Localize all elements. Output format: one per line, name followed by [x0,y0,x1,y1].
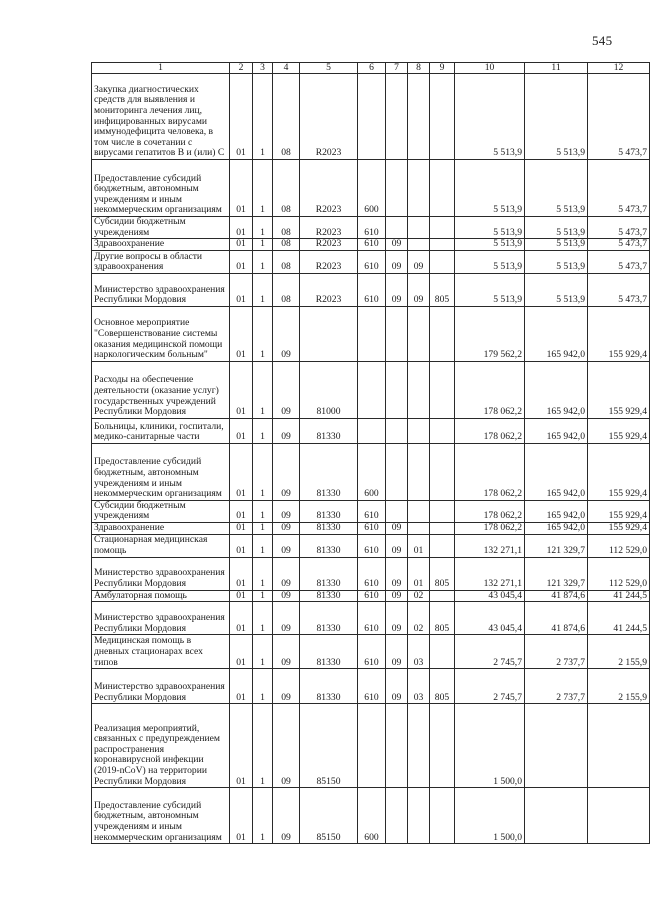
code-cell-col8: 01 [408,534,430,557]
code-cell-col6: 600 [358,788,386,844]
column-header-8: 8 [408,63,430,74]
code-cell-col4: 09 [273,443,300,500]
code-cell-col9 [430,217,455,239]
amount-cell-col12: 2 155,9 [588,635,650,669]
code-cell-col2: 01 [230,217,253,239]
code-cell-col5: R2023 [300,217,358,239]
code-cell-col8: 01 [408,557,430,590]
code-cell-col9: 805 [430,669,455,704]
code-cell-col7: 09 [386,590,408,602]
amount-cell-col12: 155 929,4 [588,522,650,534]
amount-cell-col11: 165 942,0 [525,418,588,443]
amount-cell-col11: 121 329,7 [525,534,588,557]
code-cell-col5: R2023 [300,239,358,251]
code-cell-col6: 610 [358,273,386,306]
code-cell-col2: 01 [230,788,253,844]
code-cell-col4: 09 [273,704,300,788]
amount-cell-col10: 178 062,2 [455,418,525,443]
amount-cell-col10: 178 062,2 [455,361,525,418]
code-cell-col7 [386,788,408,844]
code-cell-col8 [408,239,430,251]
amount-cell-col12: 155 929,4 [588,500,650,522]
code-cell-col6: 610 [358,602,386,635]
code-cell-col9: 805 [430,557,455,590]
code-cell-col3: 1 [253,160,273,217]
amount-cell-col10: 5 513,9 [455,250,525,273]
code-cell-col2: 01 [230,522,253,534]
code-cell-col2: 01 [230,635,253,669]
code-cell-col4: 08 [273,217,300,239]
amount-cell-col10: 179 562,2 [455,306,525,361]
code-cell-col5: 81330 [300,557,358,590]
code-cell-col4: 09 [273,669,300,704]
code-cell-col6: 610 [358,635,386,669]
code-cell-col3: 1 [253,602,273,635]
code-cell-col4: 09 [273,306,300,361]
amount-cell-col10: 5 513,9 [455,74,525,160]
row-name: Министерство здравоохранения Республики Мордовия [92,602,230,635]
code-cell-col4: 09 [273,557,300,590]
code-cell-col3: 1 [253,443,273,500]
amount-cell-col10: 5 513,9 [455,160,525,217]
code-cell-col6 [358,704,386,788]
table-row [92,74,650,160]
code-cell-col8: 02 [408,602,430,635]
row-name: Субсидии бюджетным учреждениям [92,217,230,239]
code-cell-col7: 09 [386,602,408,635]
code-cell-col8 [408,788,430,844]
amount-cell-col10: 43 045,4 [455,602,525,635]
code-cell-col2: 01 [230,239,253,251]
code-cell-col7 [386,443,408,500]
amount-cell-col10: 5 513,9 [455,217,525,239]
amount-cell-col10: 178 062,2 [455,500,525,522]
code-cell-col7 [386,217,408,239]
amount-cell-col10: 2 745,7 [455,635,525,669]
amount-cell-col11: 165 942,0 [525,361,588,418]
code-cell-col5: 81330 [300,590,358,602]
code-cell-col7 [386,704,408,788]
column-header-12: 12 [588,63,650,74]
row-name: Закупка диагностических средств для выявления и мониторинга лечения лиц, инфицированных вирусами иммунодефицита человека, в том числе в сочетании с вирусами гепатитов В и (или) С [92,74,230,160]
code-cell-col9 [430,250,455,273]
column-header-3: 3 [253,63,273,74]
table-row [92,418,650,443]
code-cell-col6: 610 [358,590,386,602]
code-cell-col2: 01 [230,273,253,306]
code-cell-col2: 01 [230,557,253,590]
amount-cell-col10: 5 513,9 [455,273,525,306]
header-row [92,63,650,74]
code-cell-col2: 01 [230,590,253,602]
table-row [92,635,650,669]
code-cell-col2: 01 [230,602,253,635]
code-cell-col7 [386,160,408,217]
code-cell-col3: 1 [253,557,273,590]
code-cell-col4: 09 [273,590,300,602]
amount-cell-col11: 5 513,9 [525,74,588,160]
code-cell-col3: 1 [253,635,273,669]
table-row [92,361,650,418]
amount-cell-col12: 5 473,7 [588,74,650,160]
table-row [92,590,650,602]
code-cell-col3: 1 [253,522,273,534]
code-cell-col2: 01 [230,704,253,788]
code-cell-col8 [408,160,430,217]
code-cell-col9 [430,418,455,443]
amount-cell-col11: 5 513,9 [525,250,588,273]
column-header-6: 6 [358,63,386,74]
code-cell-col4: 09 [273,522,300,534]
row-name: Предоставление субсидий бюджетным, автономным учреждениям и иным некоммерческим организациям [92,443,230,500]
code-cell-col3: 1 [253,306,273,361]
code-cell-col3: 1 [253,500,273,522]
table-row [92,239,650,251]
code-cell-col8: 09 [408,273,430,306]
row-name: Предоставление субсидий бюджетным, автономным учреждениям и иным некоммерческим организациям [92,160,230,217]
amount-cell-col12: 5 473,7 [588,160,650,217]
code-cell-col3: 1 [253,250,273,273]
code-cell-col6 [358,418,386,443]
code-cell-col8 [408,361,430,418]
amount-cell-col10: 178 062,2 [455,522,525,534]
column-header-11: 11 [525,63,588,74]
amount-cell-col10: 1 500,0 [455,704,525,788]
code-cell-col7: 09 [386,635,408,669]
code-cell-col6 [358,361,386,418]
row-name: Основное мероприятие "Совершенствование системы оказания медицинской помощи наркологическим больным" [92,306,230,361]
code-cell-col8 [408,418,430,443]
code-cell-col6: 610 [358,557,386,590]
code-cell-col6: 610 [358,534,386,557]
code-cell-col2: 01 [230,160,253,217]
code-cell-col7 [386,418,408,443]
code-cell-col9 [430,522,455,534]
code-cell-col6: 610 [358,522,386,534]
row-name: Медицинская помощь в дневных стационарах всех типов [92,635,230,669]
table-row [92,534,650,557]
code-cell-col3: 1 [253,590,273,602]
amount-cell-col11: 5 513,9 [525,160,588,217]
table-row [92,306,650,361]
code-cell-col2: 01 [230,669,253,704]
amount-cell-col11: 41 874,6 [525,602,588,635]
code-cell-col6: 600 [358,443,386,500]
code-cell-col6: 610 [358,669,386,704]
column-header-4: 4 [273,63,300,74]
row-name: Министерство здравоохранения Республики Мордовия [92,273,230,306]
code-cell-col3: 1 [253,669,273,704]
table-row [92,160,650,217]
code-cell-col4: 08 [273,239,300,251]
code-cell-col3: 1 [253,273,273,306]
row-name: Больницы, клиники, госпитали, медико-санитарные части [92,418,230,443]
amount-cell-col12: 155 929,4 [588,306,650,361]
amount-cell-col12: 5 473,7 [588,273,650,306]
amount-cell-col11: 2 737,7 [525,669,588,704]
table-row [92,602,650,635]
code-cell-col9: 805 [430,602,455,635]
code-cell-col6: 600 [358,160,386,217]
code-cell-col4: 09 [273,635,300,669]
column-header-1: 1 [92,63,230,74]
code-cell-col8: 02 [408,590,430,602]
code-cell-col6 [358,74,386,160]
code-cell-col5: 81330 [300,418,358,443]
code-cell-col3: 1 [253,361,273,418]
amount-cell-col10: 178 062,2 [455,443,525,500]
code-cell-col9 [430,443,455,500]
code-cell-col3: 1 [253,418,273,443]
code-cell-col6: 610 [358,500,386,522]
code-cell-col5: 81330 [300,500,358,522]
code-cell-col8: 03 [408,669,430,704]
code-cell-col5: R2023 [300,250,358,273]
row-name: Стационарная медицинская помощь [92,534,230,557]
code-cell-col8 [408,500,430,522]
code-cell-col7: 09 [386,250,408,273]
code-cell-col8 [408,306,430,361]
amount-cell-col12: 5 473,7 [588,217,650,239]
code-cell-col8: 09 [408,250,430,273]
table-row [92,788,650,844]
table-row [92,217,650,239]
code-cell-col4: 09 [273,788,300,844]
table-row [92,500,650,522]
page-number: 545 [592,33,613,48]
code-cell-col8 [408,522,430,534]
code-cell-col5: 81330 [300,602,358,635]
amount-cell-col11: 5 513,9 [525,273,588,306]
code-cell-col5: 81330 [300,522,358,534]
amount-cell-col10: 1 500,0 [455,788,525,844]
code-cell-col9 [430,635,455,669]
code-cell-col7: 09 [386,557,408,590]
column-header-7: 7 [386,63,408,74]
code-cell-col8 [408,443,430,500]
code-cell-col5: R2023 [300,273,358,306]
amount-cell-col12: 112 529,0 [588,557,650,590]
code-cell-col9 [430,239,455,251]
table-row [92,443,650,500]
code-cell-col7: 09 [386,534,408,557]
code-cell-col5: R2023 [300,74,358,160]
code-cell-col5: 81330 [300,669,358,704]
code-cell-col8 [408,217,430,239]
column-header-10: 10 [455,63,525,74]
amount-cell-col12: 41 244,5 [588,590,650,602]
code-cell-col6: 610 [358,250,386,273]
amount-cell-col10: 43 045,4 [455,590,525,602]
amount-cell-col10: 2 745,7 [455,669,525,704]
table-row [92,250,650,273]
code-cell-col9 [430,306,455,361]
code-cell-col5: 81330 [300,635,358,669]
code-cell-col5: R2023 [300,160,358,217]
column-header-9: 9 [430,63,455,74]
amount-cell-col12 [588,788,650,844]
code-cell-col4: 09 [273,500,300,522]
code-cell-col8: 03 [408,635,430,669]
row-name: Другие вопросы в области здравоохранения [92,250,230,273]
code-cell-col2: 01 [230,361,253,418]
table-row [92,273,650,306]
code-cell-col5: 81330 [300,443,358,500]
code-cell-col9 [430,704,455,788]
amount-cell-col11 [525,788,588,844]
code-cell-col3: 1 [253,788,273,844]
table-row [92,704,650,788]
code-cell-col4: 09 [273,418,300,443]
amount-cell-col12: 5 473,7 [588,250,650,273]
code-cell-col4: 08 [273,250,300,273]
code-cell-col5: 85150 [300,704,358,788]
code-cell-col9: 805 [430,273,455,306]
amount-cell-col11: 165 942,0 [525,500,588,522]
code-cell-col4: 08 [273,74,300,160]
code-cell-col9 [430,534,455,557]
code-cell-col8 [408,74,430,160]
row-name: Здравоохранение [92,239,230,251]
code-cell-col6: 610 [358,239,386,251]
code-cell-col7: 09 [386,273,408,306]
amount-cell-col11: 5 513,9 [525,239,588,251]
code-cell-col9 [430,160,455,217]
amount-cell-col11: 165 942,0 [525,522,588,534]
code-cell-col9 [430,74,455,160]
code-cell-col7 [386,306,408,361]
column-header-5: 5 [300,63,358,74]
code-cell-col4: 09 [273,602,300,635]
row-name: Расходы на обеспечение деятельности (оказание услуг) государственных учреждений Республики Мордовия [92,361,230,418]
amount-cell-col11: 165 942,0 [525,306,588,361]
code-cell-col3: 1 [253,534,273,557]
code-cell-col7: 09 [386,522,408,534]
amount-cell-col12: 155 929,4 [588,443,650,500]
row-name: Реализация мероприятий, связанных с предупреждением распространения коронавирусной инфекции (2019-nCoV) на территории Республики Мордовия [92,704,230,788]
code-cell-col7 [386,361,408,418]
amount-cell-col12: 41 244,5 [588,602,650,635]
row-name: Амбулаторная помощь [92,590,230,602]
code-cell-col2: 01 [230,74,253,160]
table-row [92,522,650,534]
code-cell-col5: 81330 [300,534,358,557]
amount-cell-col11: 5 513,9 [525,217,588,239]
code-cell-col3: 1 [253,239,273,251]
amount-cell-col12: 112 529,0 [588,534,650,557]
code-cell-col2: 01 [230,250,253,273]
row-name: Здравоохранение [92,522,230,534]
table-row [92,557,650,590]
row-name: Субсидии бюджетным учреждениям [92,500,230,522]
code-cell-col5 [300,306,358,361]
code-cell-col8 [408,704,430,788]
amount-cell-col11: 165 942,0 [525,443,588,500]
amount-cell-col10: 5 513,9 [455,239,525,251]
code-cell-col5: 85150 [300,788,358,844]
amount-cell-col12 [588,704,650,788]
code-cell-col2: 01 [230,306,253,361]
amount-cell-col12: 155 929,4 [588,418,650,443]
code-cell-col7: 09 [386,239,408,251]
code-cell-col2: 01 [230,500,253,522]
code-cell-col3: 1 [253,217,273,239]
amount-cell-col12: 155 929,4 [588,361,650,418]
amount-cell-col10: 132 271,1 [455,534,525,557]
code-cell-col3: 1 [253,74,273,160]
code-cell-col9 [430,500,455,522]
amount-cell-col10: 132 271,1 [455,557,525,590]
code-cell-col9 [430,590,455,602]
code-cell-col7 [386,500,408,522]
row-name: Министерство здравоохранения Республики Мордовия [92,557,230,590]
row-name: Предоставление субсидий бюджетным, автономным учреждениям и иным некоммерческим организациям [92,788,230,844]
code-cell-col2: 01 [230,418,253,443]
code-cell-col7: 09 [386,669,408,704]
code-cell-col6: 610 [358,217,386,239]
table-body [92,74,650,844]
code-cell-col5: 81000 [300,361,358,418]
code-cell-col4: 09 [273,361,300,418]
code-cell-col9 [430,361,455,418]
amount-cell-col11: 121 329,7 [525,557,588,590]
code-cell-col6 [358,306,386,361]
amount-cell-col12: 2 155,9 [588,669,650,704]
code-cell-col2: 01 [230,443,253,500]
code-cell-col4: 08 [273,273,300,306]
column-header-2: 2 [230,63,253,74]
amount-cell-col11: 2 737,7 [525,635,588,669]
code-cell-col7 [386,74,408,160]
table-row [92,669,650,704]
code-cell-col4: 08 [273,160,300,217]
amount-cell-col11: 41 874,6 [525,590,588,602]
code-cell-col9 [430,788,455,844]
amount-cell-col12: 5 473,7 [588,239,650,251]
row-name: Министерство здравоохранения Республики Мордовия [92,669,230,704]
code-cell-col2: 01 [230,534,253,557]
code-cell-col4: 09 [273,534,300,557]
amount-cell-col11 [525,704,588,788]
code-cell-col3: 1 [253,704,273,788]
budget-table [91,62,650,844]
